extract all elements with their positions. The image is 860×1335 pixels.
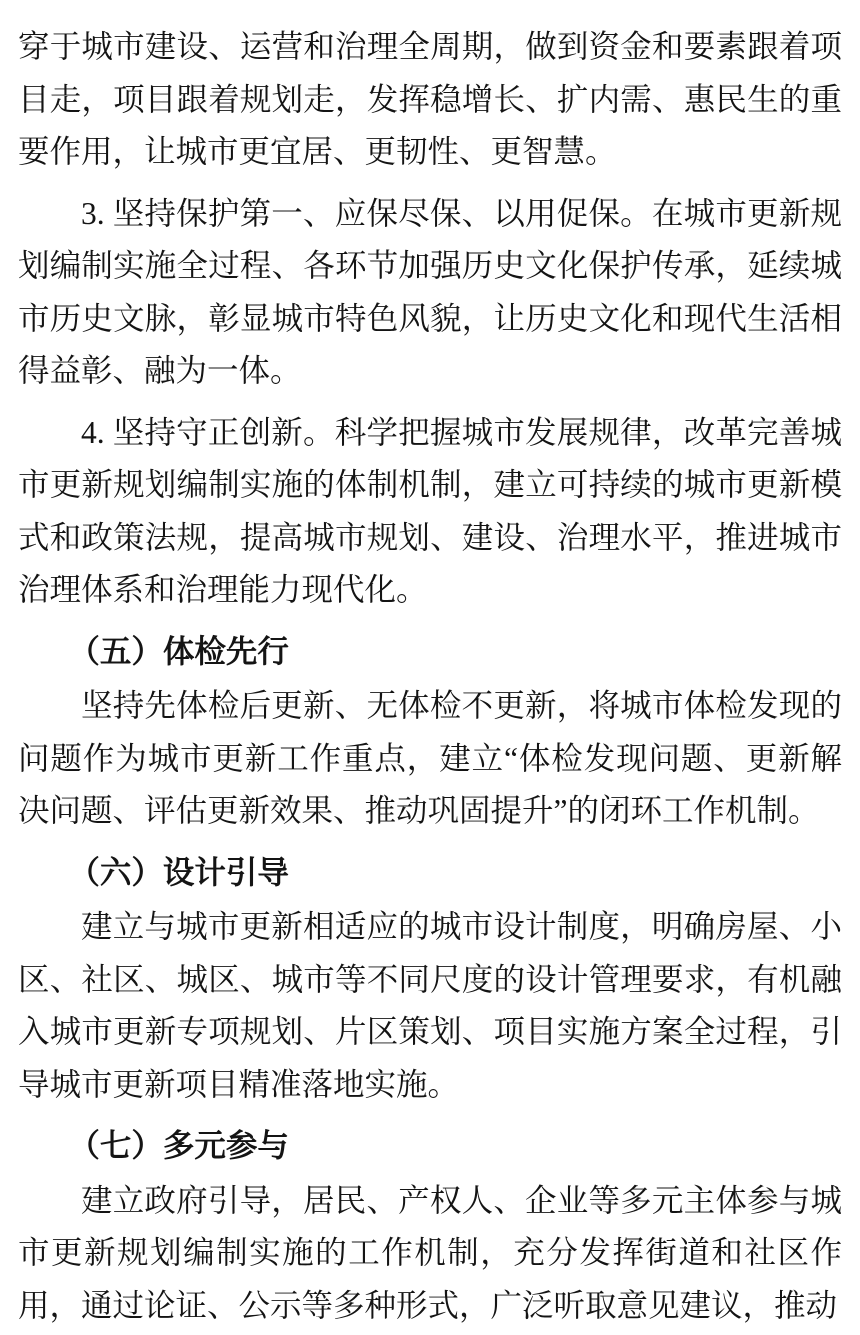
section-heading-6: （六）设计引导 bbox=[68, 854, 289, 890]
paragraph-continuation: 穿于城市建设、运营和治理全周期，做到资金和要素跟着项目走，项目跟着规划走，发挥稳增长、扩内需、惠民生的重要作用，让城市更宜居、更韧性、更智慧。 bbox=[18, 29, 842, 169]
paragraph-section-6: 建立与城市更新相适应的城市设计制度，明确房屋、小区、社区、城区、城市等不同尺度的设计管理要求，有机融入城市更新专项规划、片区策划、项目实施方案全过程，引导城市更新项目精准落地实施。 bbox=[18, 909, 842, 1102]
paragraph-section-5: 坚持先体检后更新、无体检不更新，将城市体检发现的问题作为城市更新工作重点，建立“体检发现问题、更新解决问题、评估更新效果、推动巩固提升”的闭环工作机制。 bbox=[18, 688, 842, 828]
paragraph-item-4: 4. 坚持守正创新。科学把握城市发展规律，改革完善城市更新规划编制实施的体制机制，建立可持续的城市更新模式和政策法规，提高城市规划、建设、治理水平，推进城市治理体系和治理能力现代化。 bbox=[18, 414, 842, 607]
section-heading-7: （七）多元参与 bbox=[68, 1128, 289, 1163]
section-heading-5: （五）体检先行 bbox=[68, 633, 289, 669]
paragraph-section-7: 建立政府引导，居民、产权人、企业等多元主体参与城市更新规划编制实施的工作机制，充分发挥街道和社区作用，通过论证、公示等多种形式，广泛听取意见建议，推动 bbox=[18, 1182, 842, 1323]
paragraph-item-3: 3. 坚持保护第一、应保尽保、以用促保。在城市更新规划编制实施全过程、各环节加强历史文化保护传承，延续城市历史文脉，彰显城市特色风貌，让历史文化和现代生活相得益彰、融为一体。 bbox=[18, 195, 842, 388]
